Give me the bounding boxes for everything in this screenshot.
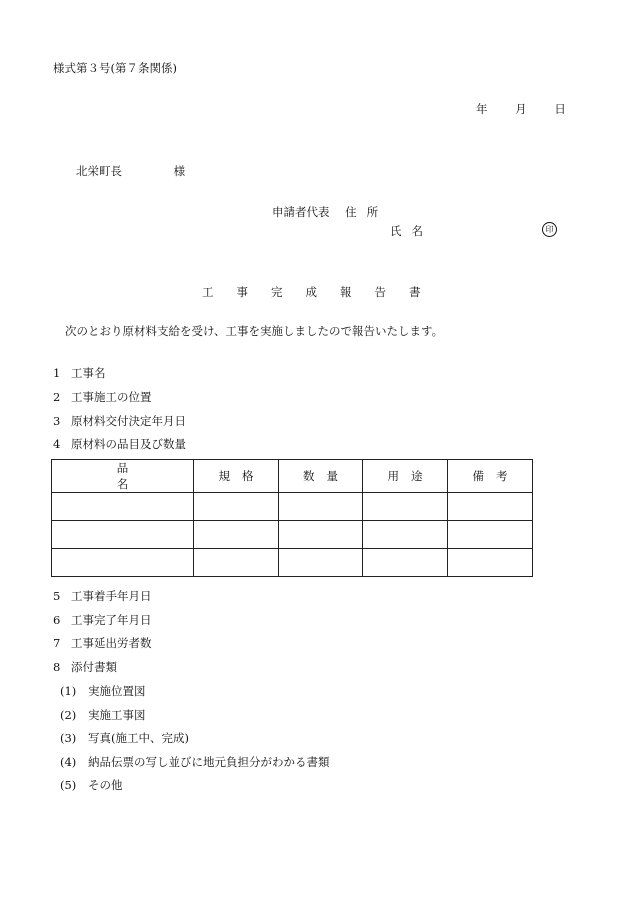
table-row xyxy=(52,493,533,521)
list-item: 5 工事着手年月日 xyxy=(53,589,152,603)
seal-mark: 印 xyxy=(542,222,557,237)
materials-table xyxy=(51,459,533,577)
table-cell[interactable] xyxy=(363,493,448,521)
addressee-name: 北栄町長 xyxy=(76,164,122,178)
table-cell[interactable] xyxy=(52,521,194,549)
applicant-name-line xyxy=(390,223,557,239)
table-cell[interactable] xyxy=(448,549,533,577)
attachment-item: (5) その他 xyxy=(60,778,123,792)
column-header-remarks: 備考 xyxy=(448,460,533,493)
list-item: 8 添付書類 xyxy=(53,660,117,674)
address-label: 住所 xyxy=(345,205,389,219)
list-item: 2 工事施工の位置 xyxy=(53,390,152,404)
attachment-item: (1) 実施位置図 xyxy=(60,684,146,698)
list-item: 4 原材料の品目及び数量 xyxy=(53,437,186,451)
document-title: 工事完成報告書 xyxy=(202,285,444,299)
table-row xyxy=(52,549,533,577)
table-header-row xyxy=(52,460,533,493)
date-month-label: 月 xyxy=(515,102,527,116)
table-cell[interactable] xyxy=(363,549,448,577)
list-item: 1 工事名 xyxy=(53,366,106,380)
column-header-quantity: 数量 xyxy=(279,460,363,493)
table-cell[interactable] xyxy=(194,521,279,549)
list-item: 6 工事完了年月日 xyxy=(53,613,152,627)
table-cell[interactable] xyxy=(52,549,194,577)
table-cell[interactable] xyxy=(363,521,448,549)
name-label: 氏名 xyxy=(390,224,433,238)
table-cell[interactable] xyxy=(279,493,363,521)
form-number: 様式第３号(第７条関係) xyxy=(53,61,177,75)
addressee-honorific: 様 xyxy=(173,164,186,178)
addressee xyxy=(76,163,185,179)
column-header-spec: 規格 xyxy=(194,460,279,493)
date-line xyxy=(476,101,566,117)
list-item: 3 原材料交付決定年月日 xyxy=(53,414,186,428)
table-cell[interactable] xyxy=(194,549,279,577)
column-header-item-name: 品名 xyxy=(52,460,194,493)
applicant-address-line xyxy=(272,204,388,220)
table-cell[interactable] xyxy=(279,549,363,577)
table-cell[interactable] xyxy=(448,493,533,521)
table-cell[interactable] xyxy=(194,493,279,521)
table-cell[interactable] xyxy=(448,521,533,549)
list-item: 7 工事延出労者数 xyxy=(53,636,152,650)
table-cell[interactable] xyxy=(52,493,194,521)
date-year-label: 年 xyxy=(476,102,488,116)
intro-text: 次のとおり原材料支給を受け、工事を実施しましたので報告いたします。 xyxy=(65,324,444,338)
applicant-label: 申請者代表 xyxy=(272,205,330,219)
date-day-label: 日 xyxy=(554,102,566,116)
attachment-item: (2) 実施工事図 xyxy=(60,708,146,722)
attachment-item: (3) 写真(施工中、完成) xyxy=(60,731,189,745)
table-row xyxy=(52,521,533,549)
table-cell[interactable] xyxy=(279,521,363,549)
attachment-item: (4) 納品伝票の写し並びに地元負担分がわかる書類 xyxy=(60,755,330,769)
column-header-use: 用途 xyxy=(363,460,448,493)
